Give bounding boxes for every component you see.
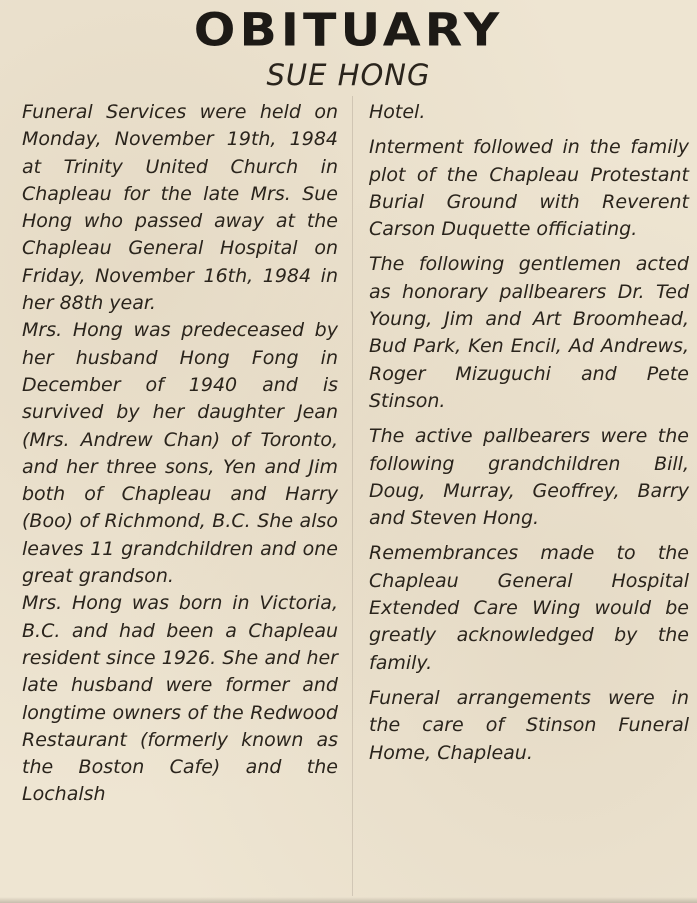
paragraph-honorary-pallbearers: The following gentlemen acted as honorary pallbearers Dr. Ted Young, Jim and Art Broomhead, Bud Park, Ken Encil, Ad Andrews, Roger Mizuguchi and Pete Stinson. (369, 253, 689, 412)
paragraph-remembrances: Remembrances made to the Chapleau General Hospital Extended Care Wing would be greatly acknowledged by the family. (369, 542, 689, 674)
paragraph-funeral-services: Funeral Services were held on Monday, November 19th, 1984 at Trinity United Church in Chapleau for the late Mrs. Sue Hong who passed away at the Chapleau General Hospital on Friday, November 16th, 1984 in her 88th year. (22, 101, 338, 315)
paragraph-continuation: Hotel. (369, 101, 426, 123)
page-title: OBITUARY (193, 4, 504, 57)
left-column (22, 99, 338, 809)
subtitle-name: SUE HONG (266, 58, 431, 92)
paragraph-biography: Mrs. Hong was born in Victoria, B.C. and had been a Chapleau resident since 1926. She and her late husband were former and longtime owners of the Redwood Restaurant (formerly known as the Boston Cafe) and the Lochalsh (22, 592, 338, 806)
paragraph-arrangements: Funeral arrangements were in the care of Stinson Funeral Home, Chapleau. (369, 686, 689, 764)
right-column (369, 99, 689, 775)
column-divider (352, 96, 353, 896)
paragraph-interment: Interment followed in the family plot of the Chapleau Protestant Burial Ground with Reverent Carson Duquette officiating. (369, 136, 689, 241)
paragraph-family: Mrs. Hong was predeceased by her husband Hong Fong in December of 1940 and is survived by her daughter Jean (Mrs. Andrew Chan) of Toronto, and her three sons, Yen and Jim both of Chapleau and Harry (Boo) of Richmond, B.C. She also leaves 11 grandchildren and one great grandson. (22, 319, 338, 588)
paragraph-active-pallbearers: The active pallbearers were the following grandchildren Bill, Doug, Murray, Geoffrey, Barry and Steven Hong. (369, 425, 689, 530)
clipping-edge (0, 897, 697, 903)
